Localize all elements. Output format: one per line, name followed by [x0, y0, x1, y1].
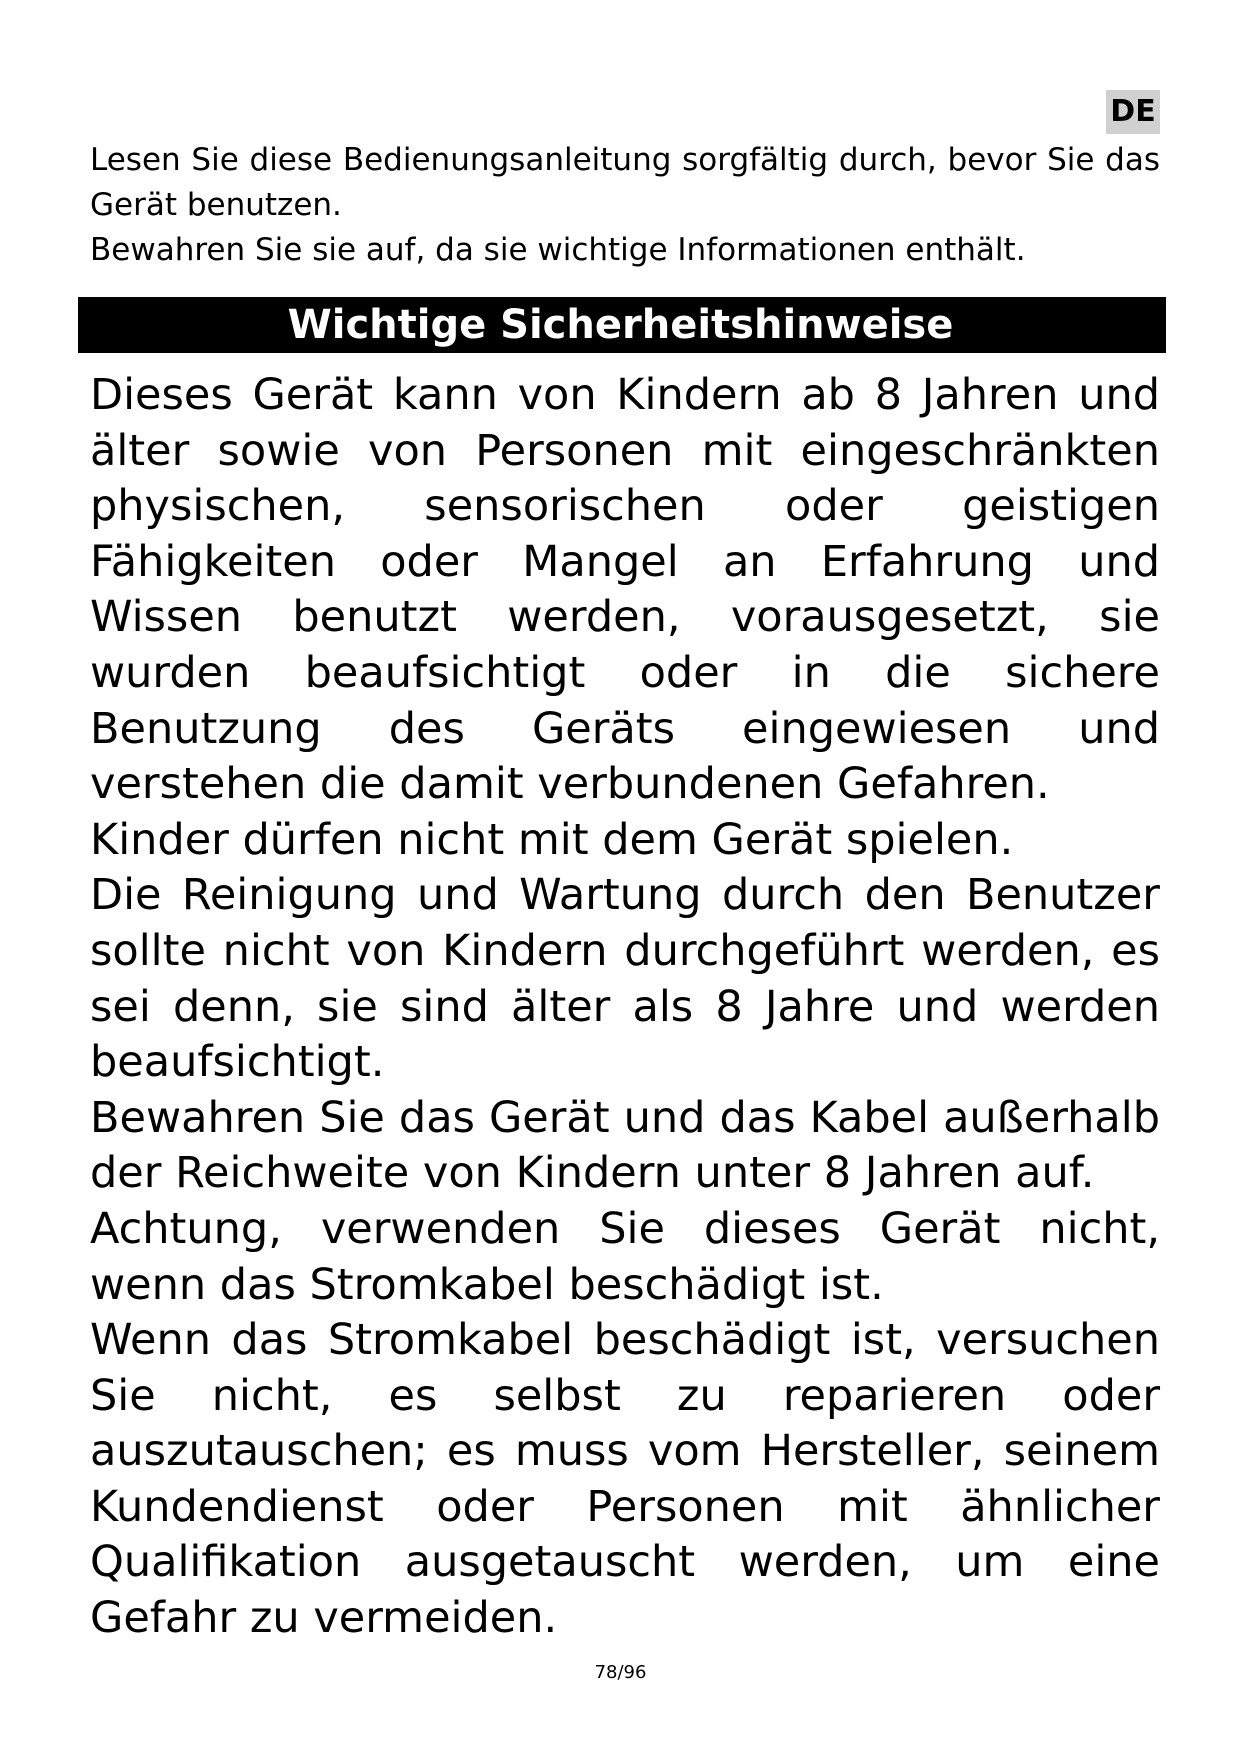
- section-title-banner: [78, 297, 1166, 353]
- language-badge: DE: [1106, 90, 1160, 134]
- paragraph-damaged-cable: Achtung, verwenden Sie dieses Gerät nicht, wenn das Stromkabel beschädigt ist.: [90, 1203, 1160, 1310]
- section-title: Wichtige Sicherheitshinweise: [287, 302, 954, 348]
- paragraph-children-play: Kinder dürfen nicht mit dem Gerät spielen.: [90, 814, 1014, 865]
- intro-read-instructions: [90, 138, 1160, 228]
- paragraph-cable-repair: Wenn das Stromkabel beschädigt ist, versuchen Sie nicht, es selbst zu reparieren oder auszutauschen; es muss vom Hersteller, seinem Kundendienst oder Personen mit ähnlicher Qualifikation ausgetauscht werden, um eine Gefahr zu vermeiden.: [90, 1315, 1160, 1644]
- intro-line-keep: Bewahren Sie sie auf, da sie wichtige Informationen enthält.: [90, 232, 1026, 268]
- page-number: 78/96: [594, 1662, 647, 1683]
- safety-instructions: [90, 368, 1160, 1647]
- paragraph-children-age: Dieses Gerät kann von Kindern ab 8 Jahren und älter sowie von Personen mit eingeschränkten physischen, sensorischen oder geistigen Fähigkeiten oder Mangel an Erfahrung und Wissen benutzt werden, vorausgesetzt, sie wurden beaufsichtigt oder in die sichere Benutzung des Geräts eingewiesen und verstehen die damit verbundenen Gefahren.: [90, 370, 1160, 810]
- paragraph-cleaning: Die Reinigung und Wartung durch den Benutzer sollte nicht von Kindern durchgeführt werden, es sei denn, sie sind älter als 8 Jahre und werden beaufsichtigt.: [90, 870, 1160, 1088]
- intro-keep-instructions: [90, 228, 1160, 273]
- intro-line-read: Lesen Sie diese Bedienungsanleitung sorgfältig durch, bevor Sie das Gerät benutzen.: [90, 142, 1160, 223]
- paragraph-storage: Bewahren Sie das Gerät und das Kabel außerhalb der Reichweite von Kindern unter 8 Jahren auf.: [90, 1092, 1160, 1199]
